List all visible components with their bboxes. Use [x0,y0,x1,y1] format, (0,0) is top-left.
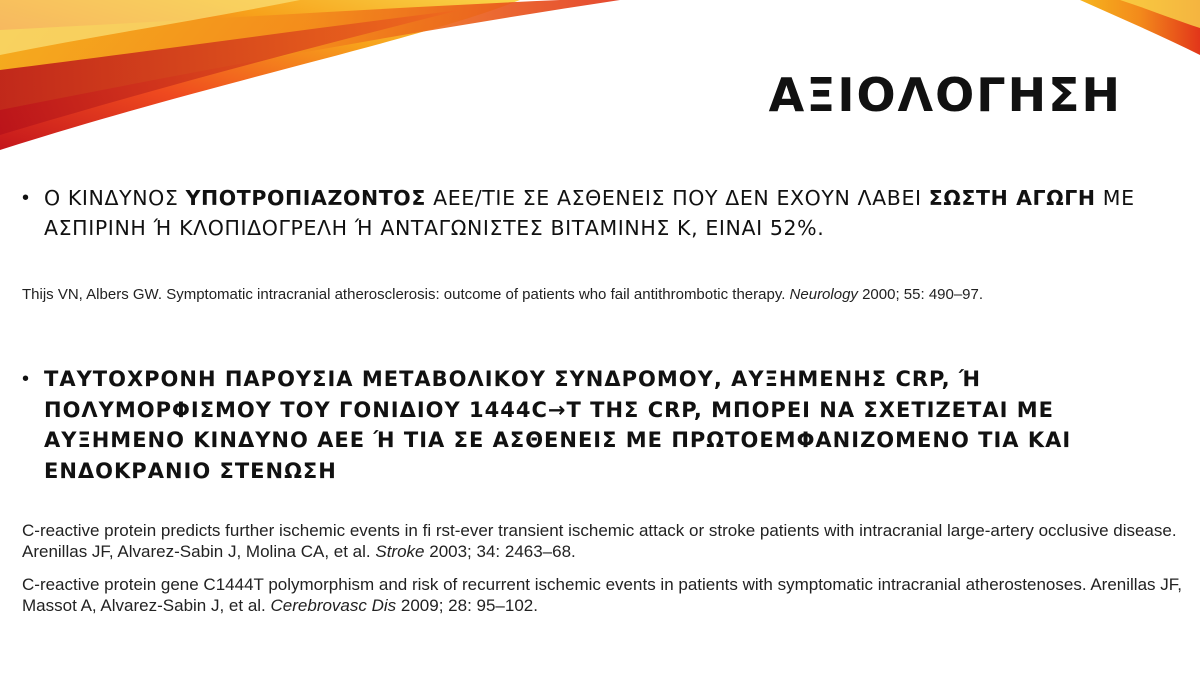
bullet-1-text [44,183,1182,243]
reference-2-text: C-reactive protein predicts further ischemic events in fi rst-ever transient ischemic attack or stroke patients with intracranial large-artery occlusive disease. Arenillas JF, Alvarez-Sabin J, Molina CA, et al. [22,521,1177,561]
slide-title: ΑΞΙΟΛΟΓΗΣΗ [768,68,1122,122]
bullet-dot: • [22,368,30,390]
bullet-1-part-2: ΑΕΕ/ΤΙΕ ΣΕ ΑΣΘΕΝΕΙΣ ΠΟΥ ΔΕΝ ΕΧΟΥΝ ΛΑΒΕΙ [425,186,929,210]
reference-2-journal: Stroke [375,542,425,561]
bullet-point-2 [22,364,1182,486]
bullet-1-part-3: ΜΕ ΑΣΠΙΡΙΝΗ Ή ΚΛΟΠΙΔΟΓΡΕΛΗ Ή ΑΝΤΑΓΩΝΙΣΤΕΣ ΒΙΤΑΜΙΝΗΣ Κ, ΕΙΝΑΙ 52%. [44,186,1135,240]
bullet-2-text: ΤΑΥΤΟΧΡΟΝΗ ΠΑΡΟΥΣΙΑ ΜΕΤΑΒΟΛΙΚΟΥ ΣΥΝΔΡΟΜΟΥ, ΑΥΞΗΜΕΝΗΣ CRP, Ή ΠΟΛΥΜΟΡΦΙΣΜΟΥ ΤΟΥ ΓΟΝΙΔΙΟΥ 1444C→T ΤΗΣ CRP, ΜΠΟΡΕΙ ΝΑ ΣΧΕΤΙΖΕΤΑΙ ΜΕ ΑΥΞΗΜΕΝΟ ΚΙΝΔΥΝΟ ΑΕΕ Ή ΤΙΑ ΣΕ ΑΣΘΕΝΕΙΣ ΜΕ ΠΡΩΤΟΕΜΦΑΝΙΖΟΜΕΝΟ ΤΙΑ ΚΑΙ ΕΝΔΟΚΡΑΝΙΟ ΣΤΕΝΩΣΗ [44,367,1072,483]
reference-2-tail: 2003; 34: 2463–68. [424,542,576,561]
bullet-1-bold-2: ΣΩΣΤΗ ΑΓΩΓΗ [928,186,1096,210]
reference-1 [22,285,1182,304]
bullet-point-1 [22,183,1182,243]
reference-1-text: Thijs VN, Albers GW. Symptomatic intracranial atherosclerosis: outcome of patients who fail antithrombotic therapy. [22,286,790,303]
reference-1-tail: 2000; 55: 490–97. [857,286,984,303]
bullet-dot: • [22,187,30,209]
bullet-1-bold-1: ΥΠΟΤΡΟΠΙΑΖΟΝΤΟΣ [185,186,426,210]
bullet-1-part-1: Ο ΚΙΝΔΥΝΟΣ [44,186,186,210]
reference-3-journal: Cerebrovasc Dis [270,596,397,615]
reference-3-text: C-reactive protein gene C1444T polymorphism and risk of recurrent ischemic events in patients with symptomatic intracranial atherostenoses. Arenillas JF, Massot A, Alvarez-Sabin J, et al. [22,575,1182,615]
reference-3 [22,574,1182,616]
reference-1-journal: Neurology [789,286,858,303]
reference-2 [22,520,1182,562]
reference-3-tail: 2009; 28: 95–102. [396,596,538,615]
